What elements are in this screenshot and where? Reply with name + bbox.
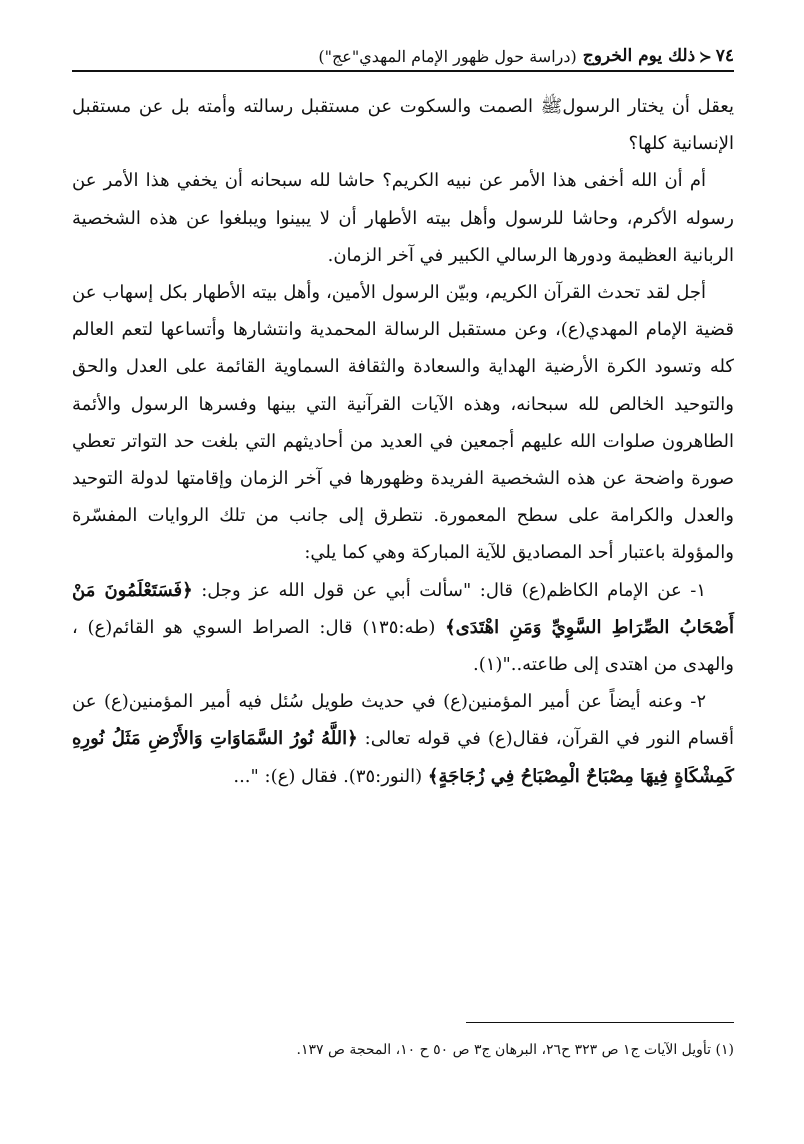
book-subtitle: (دراسة حول ظهور الإمام المهدي"عج") bbox=[318, 47, 577, 66]
quran-verse-2: ﴿اللَّهُ نُورُ السَّمَاوَاتِ وَالأَرْضِ مَثَلُ نُورِهِ كَمِشْكَاةٍ فِيهَا مِصْبَاحٌ الْمِصْبَاحُ فِي زُجَاجَةٍ﴾ bbox=[72, 728, 734, 787]
book-title: ذلك يوم الخروج bbox=[582, 46, 696, 66]
header-arrow-icon: ≺ bbox=[699, 48, 712, 66]
quran-verse-1: ﴿فَسَتَعْلَمُونَ مَنْ أَصْحَابُ الصِّرَاطِ السَّوِيِّ وَمَنِ اهْتَدَى﴾ bbox=[72, 579, 734, 638]
narration-1-end: (طه:١٣٥) قال: الصراط السوي هو القائم(ع) ، والهدى من اهتدى إلى طاعته.."(١). bbox=[72, 616, 734, 676]
footnote-divider bbox=[466, 1022, 734, 1023]
narration-2-end: (النور:٣٥). فقال (ع): "... bbox=[233, 765, 428, 787]
page-number: ٧٤ bbox=[715, 46, 734, 66]
paragraph-1: يعقل أن يختار الرسولﷺ الصمت والسكوت عن مستقبل رسالته وأمته بل عن مستقبل الإنسانية كلها؟ bbox=[72, 96, 734, 155]
page-body bbox=[72, 88, 734, 795]
narration-2 bbox=[72, 683, 734, 795]
paragraph-2: أم أن الله أخفى هذا الأمر عن نبيه الكريم؟ حاشا لله سبحانه أن يخفي هذا الأمر عن رسوله الأكرم، وحاشا للرسول وأهل بيته الأطهار أن لا يبينوا ويبلغوا عن هذه الشخصية الربانية العظيمة ودورها الرسالي الكبير في آخر الزمان. bbox=[72, 170, 734, 266]
narration-2-text: ٢- وعنه أيضاً عن أمير المؤمنين(ع) في حديث طويل سُئل فيه أمير المؤمنين(ع) عن أقسام النور في القرآن، فقال(ع) في قوله تعالى: bbox=[72, 691, 734, 750]
narration-1 bbox=[72, 572, 734, 684]
paragraph-3: أجل لقد تحدث القرآن الكريم، وبيّن الرسول الأمين، وأهل بيته الأطهار بكل إسهاب عن قضية الإمام المهدي(ع)، وعن مستقبل الرسالة المحمدية وانتشارها وأتساعها لتعم العالم كله وتسود الكرة الأرضية الهداية والسعادة والثقافة السماوية القائمة على العدل والحق والتوحيد الخالص لله سبحانه، وهذه الآيات القرآنية التي بينها وفسرها الرسول والأئمة الطاهرون صلوات الله عليهم أجمعين في العديد من أحاديثهم التي بلغت حد التواتر تعطي صورة واضحة عن هذه الشخصية الفريدة وظهورها في آخر الزمان وإقامتها لدولة التوحيد والعدل والكرامة على سطح المعمورة. نتطرق إلى جانب من تلك الروايات المفسّرة والمؤولة باعتبار أحد المصاديق للآية المباركة وهي كما يلي: bbox=[72, 282, 734, 564]
footnote: (١) تأويل الآيات ج١ ص ٣٢٣ ح٢٦، البرهان ج٣ ص ٥٠ ح ١٠، المحجة ص ١٣٧. bbox=[296, 1042, 734, 1058]
narration-1-text: ١- عن الإمام الكاظم(ع) قال: "سألت أبي عن قول الله عز وجل: bbox=[192, 579, 706, 601]
running-header bbox=[72, 28, 734, 72]
